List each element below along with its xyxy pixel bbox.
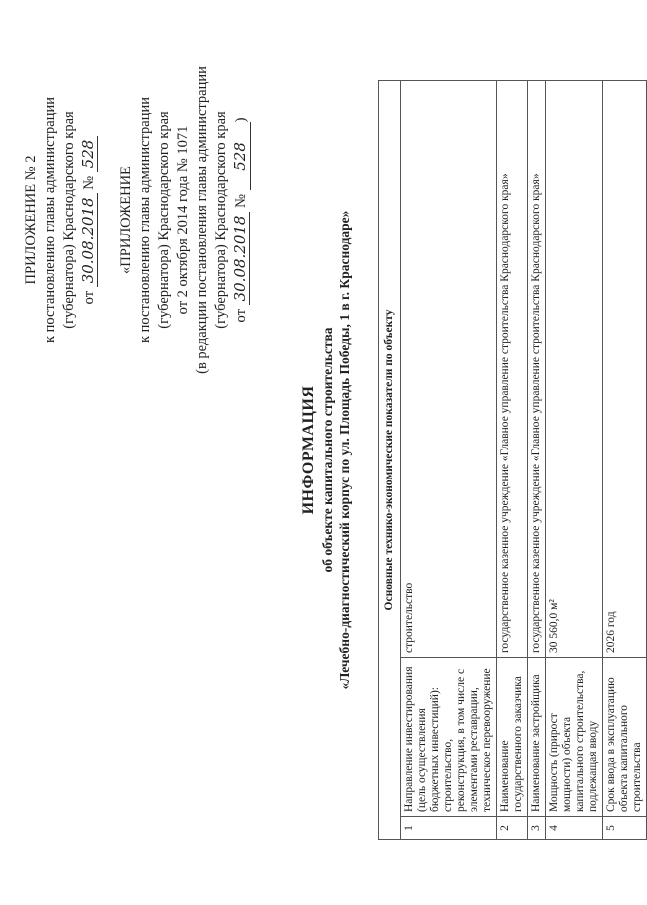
row-number: 2 — [497, 817, 528, 840]
row-name: Наименование государственного заказчика — [497, 658, 528, 817]
row-value: государственное казенное учреждение «Главное управление строительства Краснодарского края» — [497, 81, 528, 658]
document-heading — [300, 170, 353, 730]
annex-title: ПРИЛОЖЕНИЕ № 2 — [23, 155, 39, 285]
row-number: 5 — [603, 817, 647, 840]
annex-orig-line3: от 2 октября 2014 года № 1071 — [175, 125, 191, 315]
annex-line2: (губернатора) Краснодарского края — [61, 111, 77, 329]
row-name: Наименование застройщика — [528, 658, 546, 817]
row-number: 4 — [546, 817, 603, 840]
row-value: строительство — [401, 81, 497, 658]
annex-block — [22, 40, 251, 400]
table-row — [528, 81, 546, 840]
table-row — [497, 81, 528, 840]
annex-orig-line2: (губернатора) Краснодарского края — [156, 111, 172, 329]
row-value: государственное казенное учреждение «Главное управление строительства Краснодарского края» — [528, 81, 546, 658]
table-row — [603, 81, 647, 840]
row-value: 2026 год — [603, 81, 647, 658]
table-row — [546, 81, 603, 840]
annex-date-handwritten: 30.08.2018 — [79, 193, 98, 287]
annex-number-handwritten: 528 — [79, 136, 98, 173]
row-name: Направление инвестирования (цель осуществления бюджетных инвестиций): строительство, реконструкция, в том числе с элементами реставрации, техническое перевооружение — [401, 658, 497, 817]
annex-date-line — [79, 40, 99, 400]
annex-orig-title: «ПРИЛОЖЕНИЕ — [118, 166, 134, 274]
row-number: 1 — [401, 817, 497, 840]
annex-orig-close: ) — [233, 117, 249, 123]
heading-subtitle: об объекте капитального строительства — [320, 327, 335, 573]
table-header: Основные технико-экономические показатели по объекту — [379, 81, 401, 840]
indicators-table — [378, 80, 647, 840]
row-name: Мощность (прирост мощности) объекта капитального строительства, подлежащая вводу — [546, 658, 603, 817]
annex-orig-line4: (в редакции постановления главы администрации — [194, 66, 210, 374]
heading-title: ИНФОРМАЦИЯ — [300, 385, 317, 515]
annex-number-prefix: № — [81, 175, 97, 190]
annex-orig-date-prefix: от — [233, 309, 249, 323]
annex-date-prefix: от — [81, 290, 97, 305]
annex-orig-date-handwritten: 30.08.2018 — [231, 212, 250, 306]
annex-orig-date-line — [231, 40, 251, 400]
annex-orig-number-prefix: № — [233, 194, 249, 208]
rotated-document-content — [20, 20, 643, 880]
heading-object-name: «Лечебно-диагностический корпус по ул. Площадь Победы, 1 в г. Краснодаре» — [337, 210, 352, 690]
annex-orig-line5: (губернатора) Краснодарского края — [213, 111, 229, 329]
row-value: 30 560,0 м² — [546, 81, 603, 658]
annex-orig-number-handwritten: 528 — [231, 122, 251, 190]
annex-line1: к постановлению главы администрации — [42, 96, 58, 344]
row-name: Срок ввода в эксплуатацию объекта капитального строительства — [603, 658, 647, 817]
row-number: 3 — [528, 817, 546, 840]
table-row — [401, 81, 497, 840]
annex-orig-line1: к постановлению главы администрации — [137, 96, 153, 344]
table-header-row — [379, 81, 401, 840]
